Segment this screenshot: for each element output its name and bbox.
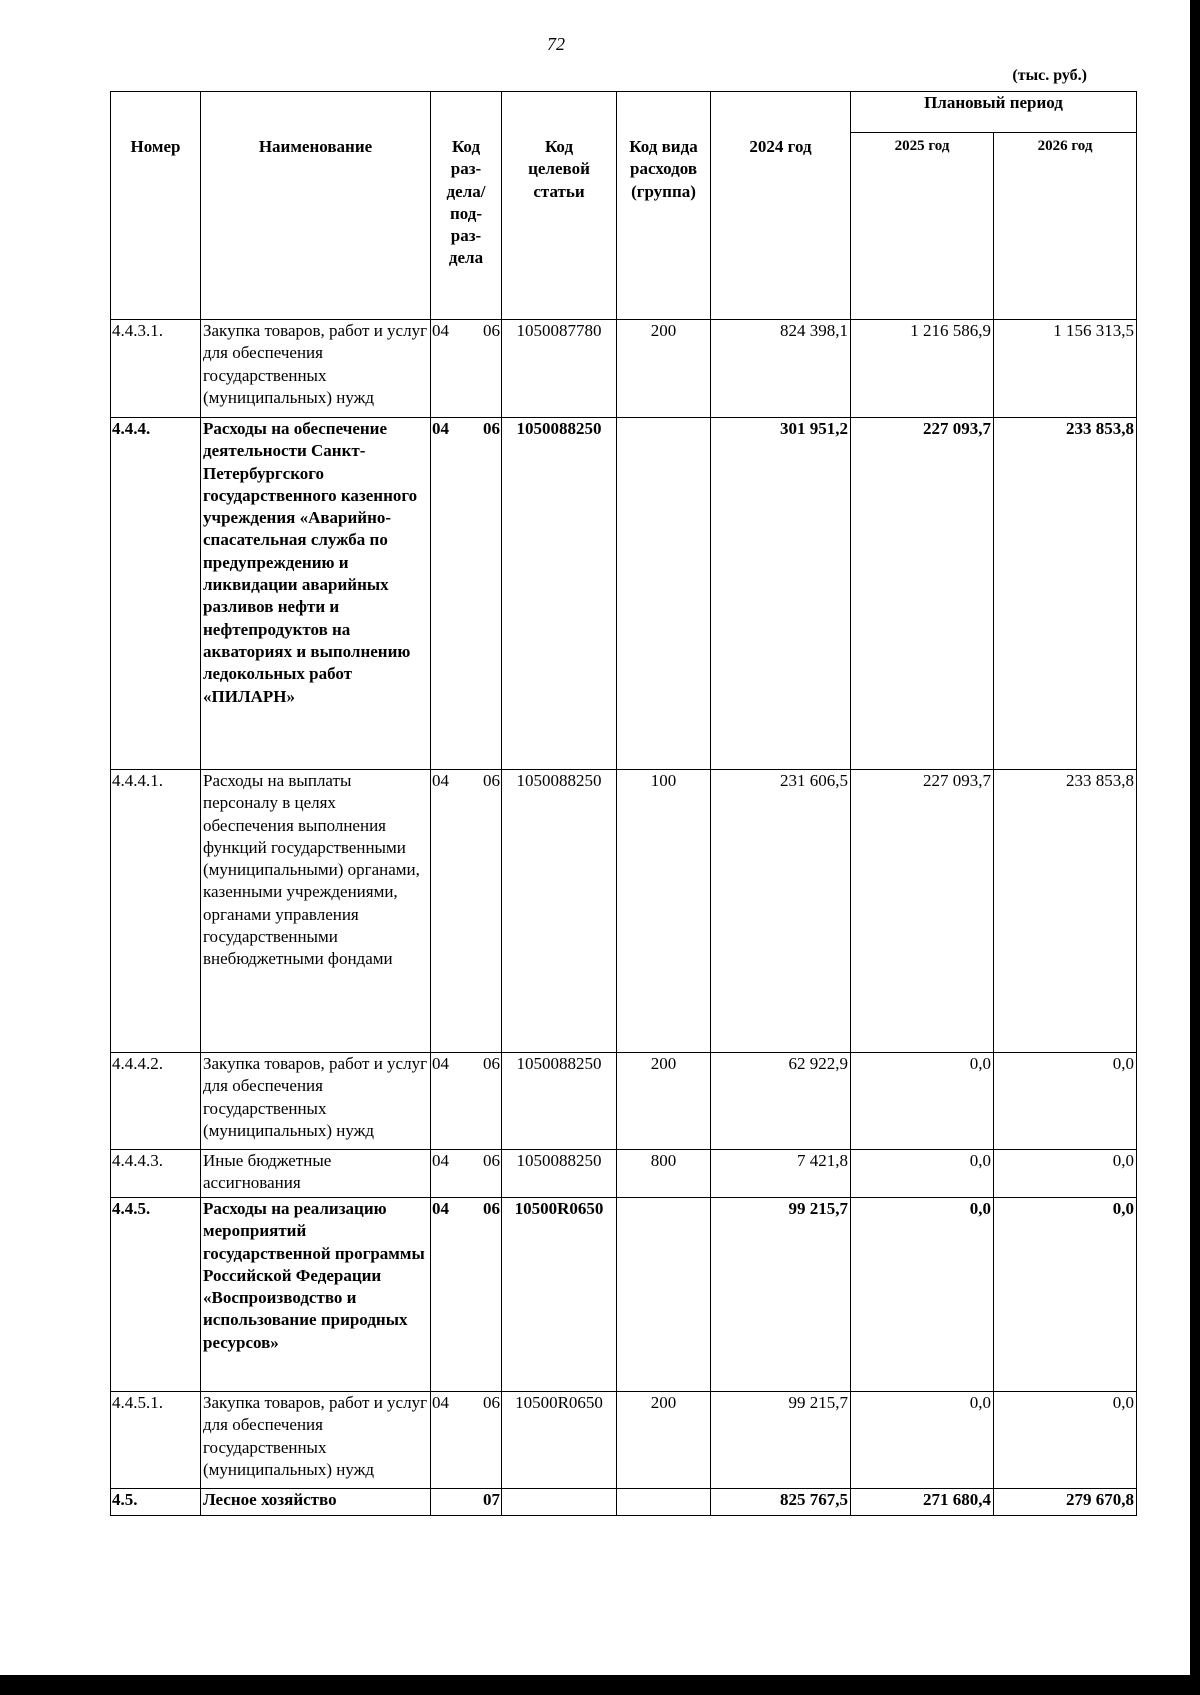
section-code: 04 [432,1199,449,1218]
row-expense-type [617,1489,711,1516]
budget-table [110,91,1137,1516]
subsection-code: 06 [483,1199,500,1218]
section-code: 04 [432,1054,449,1073]
row-value-2026: 1 156 313,5 [994,320,1137,418]
row-number: 4.4.3.1. [111,320,201,418]
row-target-code: 1050088250 [502,418,617,770]
row-target-code: 1050088250 [502,1053,617,1150]
row-value-2025: 271 680,4 [851,1489,994,1516]
row-value-2025: 0,0 [851,1150,994,1198]
table-row [111,1053,1137,1150]
row-value-2024: 824 398,1 [711,320,851,418]
table-row [111,1392,1137,1489]
subsection-code: 06 [483,321,500,340]
table-row [111,320,1137,418]
row-number: 4.5. [111,1489,201,1516]
table-row [111,418,1137,770]
row-value-2025: 0,0 [851,1392,994,1489]
subsection-code: 06 [483,419,500,438]
scan-bottom-border [0,1675,1200,1695]
row-name: Расходы на обеспечение деятельности Санкт-Петербургского государственного казенного учреждения «Аварийно-спасательная служба по предупреждению и ликвидации аварийных разливов нефти и нефтепродуктов на акваториях и выполнению ледокольных работ «ПИЛАРН» [201,418,431,770]
row-target-code: 1050088250 [502,1150,617,1198]
row-expense-type: 200 [617,1053,711,1150]
table-row [111,1198,1137,1392]
row-number: 4.4.4.2. [111,1053,201,1150]
row-name: Закупка товаров, работ и услуг для обеспечения государственных (муниципальных) нужд [201,1392,431,1489]
table-row [111,1150,1137,1198]
row-value-2026: 233 853,8 [994,418,1137,770]
section-code: 04 [432,419,449,438]
row-section-code [431,320,502,418]
table-row [111,1489,1137,1516]
row-section-code [431,1150,502,1198]
row-number: 4.4.5.1. [111,1392,201,1489]
row-target-code [502,1489,617,1516]
row-expense-type: 800 [617,1150,711,1198]
subsection-code: 06 [483,771,500,790]
row-value-2026: 0,0 [994,1053,1137,1150]
row-number: 4.4.4. [111,418,201,770]
row-value-2026: 0,0 [994,1150,1137,1198]
row-value-2026: 0,0 [994,1198,1137,1392]
row-value-2025: 0,0 [851,1198,994,1392]
row-name: Иные бюджетные ассигнования [201,1150,431,1198]
subsection-code: 06 [483,1151,500,1170]
header-expense-type: Код вида расходов (группа) [617,92,711,320]
row-number: 4.4.4.3. [111,1150,201,1198]
row-target-code: 10500R0650 [502,1198,617,1392]
section-code: 04 [432,1393,449,1412]
row-value-2026: 0,0 [994,1392,1137,1489]
row-expense-type [617,418,711,770]
header-section-code: Код раз- дела/ под- раз- дела [431,92,502,320]
row-target-code: 10500R0650 [502,1392,617,1489]
row-value-2024: 301 951,2 [711,418,851,770]
row-value-2024: 7 421,8 [711,1150,851,1198]
header-year-2024: 2024 год [711,92,851,320]
section-code: 04 [432,771,449,790]
section-code: 04 [432,1151,449,1170]
subsection-code: 07 [483,1490,500,1509]
row-target-code: 1050088250 [502,770,617,1053]
row-value-2024: 99 215,7 [711,1198,851,1392]
row-section-code [431,418,502,770]
header-name: Наименование [201,92,431,320]
header-target-code: Код целевой статьи [502,92,617,320]
row-section-code [431,1392,502,1489]
section-code: 04 [432,321,449,340]
unit-note: (тыс. руб.) [1012,67,1087,84]
row-name: Закупка товаров, работ и услуг для обеспечения государственных (муниципальных) нужд [201,1053,431,1150]
row-value-2024: 62 922,9 [711,1053,851,1150]
row-expense-type: 200 [617,320,711,418]
subsection-code: 06 [483,1054,500,1073]
table-row [111,770,1137,1053]
row-value-2024: 99 215,7 [711,1392,851,1489]
row-expense-type: 100 [617,770,711,1053]
row-value-2026: 233 853,8 [994,770,1137,1053]
row-name: Расходы на реализацию мероприятий государственной программы Российской Федерации «Воспроизводство и использование природных ресурсов» [201,1198,431,1392]
row-value-2024: 825 767,5 [711,1489,851,1516]
row-number: 4.4.4.1. [111,770,201,1053]
row-expense-type: 200 [617,1392,711,1489]
table-body [111,320,1137,1516]
row-target-code: 1050087780 [502,320,617,418]
row-number: 4.4.5. [111,1198,201,1392]
row-value-2025: 1 216 586,9 [851,320,994,418]
subsection-code: 06 [483,1393,500,1412]
row-value-2025: 227 093,7 [851,418,994,770]
row-value-2025: 227 093,7 [851,770,994,1053]
header-planned-period: Плановый период [851,92,1137,133]
row-name: Лесное хозяйство [201,1489,431,1516]
row-section-code [431,1489,502,1516]
page-number: 72 [547,34,565,54]
row-name: Расходы на выплаты персоналу в целях обеспечения выполнения функций государственными (муниципальными) органами, казенными учреждениями, органами управления государственными внебюджетными фондами [201,770,431,1053]
header-number: Номер [111,92,201,320]
row-section-code [431,1198,502,1392]
row-section-code [431,1053,502,1150]
row-value-2026: 279 670,8 [994,1489,1137,1516]
row-name: Закупка товаров, работ и услуг для обеспечения государственных (муниципальных) нужд [201,320,431,418]
header-year-2025: 2025 год [851,133,994,320]
scan-right-border [1190,0,1200,1695]
header-year-2026: 2026 год [994,133,1137,320]
row-expense-type [617,1198,711,1392]
row-value-2024: 231 606,5 [711,770,851,1053]
row-section-code [431,770,502,1053]
row-value-2025: 0,0 [851,1053,994,1150]
